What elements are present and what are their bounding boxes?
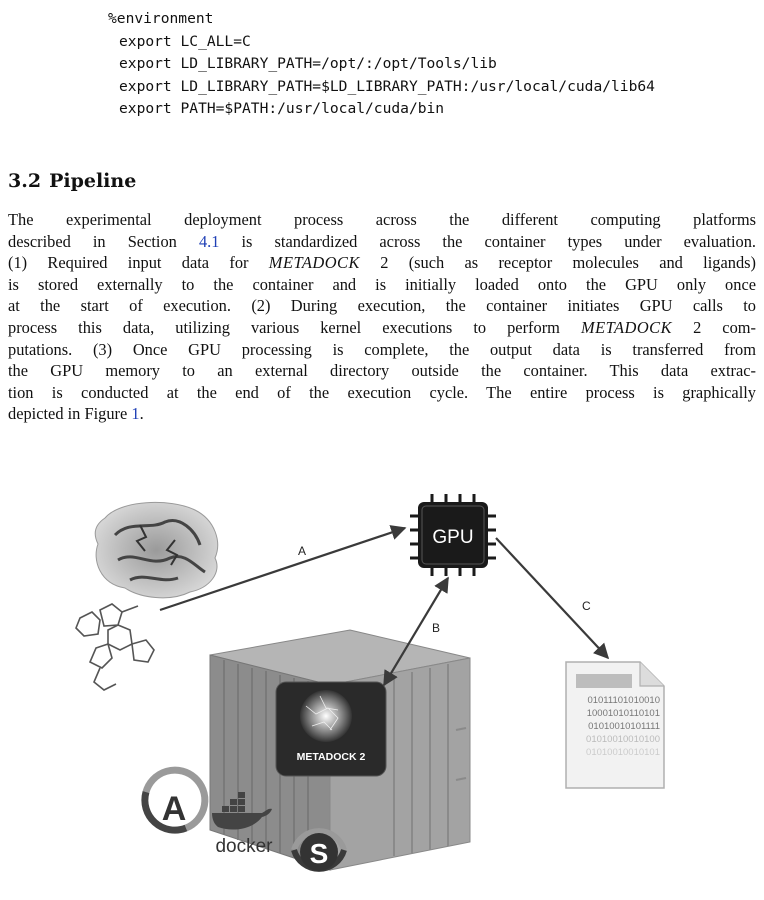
text-line — [8, 252, 756, 274]
section-title: Pipeline — [49, 170, 137, 192]
code-line: export PATH=$PATH:/usr/local/cuda/bin — [119, 100, 445, 117]
text-line — [8, 403, 756, 425]
arrow-c-label: C — [582, 599, 591, 613]
text-run: . — [139, 404, 144, 424]
code-line: export LD_LIBRARY_PATH=/opt/:/opt/Tools/lib — [119, 55, 497, 72]
gpu-chip — [410, 494, 496, 576]
singularity-logo — [294, 831, 344, 871]
section-heading — [8, 170, 136, 192]
container-label: METADOCK 2 — [296, 751, 366, 763]
text-run: is standardized across the container types under evaluation. — [219, 231, 756, 251]
apptainer-letter: A — [161, 790, 187, 828]
text-run: described in Section — [8, 231, 199, 251]
binary-line: 01010010010100 — [586, 734, 660, 745]
text-line — [8, 317, 756, 339]
binary-line: 01010010010101 — [586, 747, 660, 758]
binary-line: 01011101010010 — [587, 695, 660, 706]
code-line: %environment — [108, 10, 214, 27]
singularity-letter: S — [309, 838, 329, 869]
figure-link[interactable]: 1 — [131, 404, 140, 424]
text-run: putations. (3) Once GPU processing is complete, the output data is transferred from — [8, 339, 756, 359]
text-line — [8, 382, 756, 404]
text-run: is stored externally to the container and is initially loaded onto the GPU only once — [8, 274, 756, 294]
text-line — [8, 274, 756, 296]
arrow-b-label: B — [432, 621, 441, 635]
binary-line: 10001010110101 — [586, 708, 660, 719]
text-run: at the start of execution. (2) During execution, the container initiates GPU calls to — [8, 296, 756, 316]
body-paragraph — [8, 209, 756, 425]
binary-line: 01010010101111 — [588, 721, 660, 732]
code-line: export LD_LIBRARY_PATH=$LD_LIBRARY_PATH:/usr/local/cuda/lib64 — [119, 77, 655, 95]
text-run: tion is conducted at the end of the execution cycle. The entire process is graphically — [8, 382, 756, 402]
pipeline-figure — [0, 480, 764, 900]
text-run: The experimental deployment process across the different computing platforms — [8, 210, 756, 229]
container-image — [210, 630, 470, 870]
text-run: 2 com- — [672, 317, 756, 337]
text-line — [8, 231, 756, 253]
code-listing — [108, 8, 655, 121]
section-number: 3.2 — [8, 170, 42, 192]
arrow-a-label: A — [298, 544, 307, 558]
text-run: (1) Required input data for — [8, 253, 269, 273]
output-document — [566, 662, 664, 788]
text-line — [8, 360, 756, 382]
text-run: depicted in Figure — [8, 404, 132, 424]
code-line: export LC_ALL=C — [119, 32, 251, 50]
text-line — [8, 209, 756, 231]
text-line — [8, 295, 756, 317]
text-line — [8, 339, 756, 361]
apptainer-logo — [145, 770, 205, 830]
ligand-image — [76, 604, 154, 690]
text-run: the GPU memory to an external directory outside the container. This data extrac- — [8, 361, 756, 381]
text-run: 2 (such as receptor molecules and ligands) — [359, 253, 756, 273]
arrow-c — [496, 538, 608, 658]
docker-label: docker — [215, 836, 273, 857]
gpu-label: GPU — [432, 527, 474, 548]
section-link[interactable]: 4.1 — [198, 231, 220, 251]
protein-image — [95, 502, 217, 597]
software-name: METADOCK — [580, 317, 673, 337]
text-run: process this data, utilizing various kernel executions to perform — [8, 317, 581, 337]
software-name: METADOCK — [268, 253, 360, 273]
